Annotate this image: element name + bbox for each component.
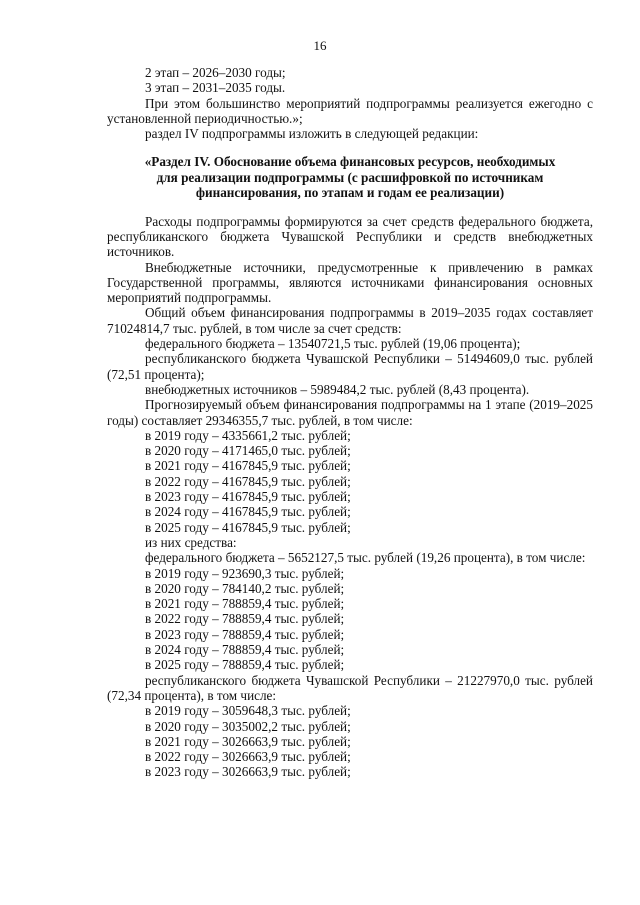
year-line: в 2019 году – 3059648,3 тыс. рублей; xyxy=(145,703,351,719)
stage-line: 2 этап – 2026–2030 годы; xyxy=(145,65,286,80)
paragraph-extrabudget: Внебюджетные источники, предусмотренные к привлечению в рамках Государственной программы, являются источниками финансирования основных мероприятий подпрограммы. xyxy=(107,259,593,306)
year-line: в 2025 году – 788859,4 тыс. рублей; xyxy=(145,657,345,673)
republic-stage1: республиканского бюджета Чувашской Республики – 21227970,0 тыс. рублей (72,34 процента), в том числе: xyxy=(107,672,593,703)
paragraph-stage1: Прогнозируемый объем финансирования подпрограммы на 1 этапе (2019–2025 годы) составляет 29346355,7 тыс. рублей, в том числе: xyxy=(107,397,593,428)
total-extrabudget: внебюджетных источников – 5989484,2 тыс. рублей (8,43 процента). xyxy=(145,381,530,397)
section-heading-line: для реализации подпрограммы (с расшифровкой по источникам xyxy=(156,169,544,185)
note-paragraph: При этом большинство мероприятий подпрограммы реализуется ежегодно с установленной периодичностью.»; xyxy=(107,95,593,126)
year-line: в 2023 году – 3026663,9 тыс. рублей; xyxy=(145,764,351,780)
total-federal: федерального бюджета – 13540721,5 тыс. рублей (19,06 процента); xyxy=(145,336,521,352)
instruction-paragraph: раздел IV подпрограммы изложить в следующей редакции: xyxy=(145,126,479,142)
year-line: в 2020 году – 4171465,0 тыс. рублей; xyxy=(145,443,351,459)
year-line: в 2024 году – 788859,4 тыс. рублей; xyxy=(145,642,345,658)
year-line: в 2022 году – 788859,4 тыс. рублей; xyxy=(145,611,345,627)
year-line: в 2021 году – 788859,4 тыс. рублей; xyxy=(145,596,345,612)
of-them-label: из них средства: xyxy=(145,534,237,550)
paragraph-total: Общий объем финансирования подпрограммы в 2019–2035 годах составляет 71024814,7 тыс. рублей, в том числе за счет средств: xyxy=(107,305,593,336)
year-line: в 2024 году – 4167845,9 тыс. рублей; xyxy=(145,504,351,520)
year-line: в 2023 году – 788859,4 тыс. рублей; xyxy=(145,626,345,642)
year-line: в 2023 году – 4167845,9 тыс. рублей; xyxy=(145,489,351,505)
year-line: в 2025 году – 4167845,9 тыс. рублей; xyxy=(145,519,351,535)
year-line: в 2021 году – 3026663,9 тыс. рублей; xyxy=(145,733,351,749)
stage-line: 3 этап – 2031–2035 годы. xyxy=(145,80,286,96)
total-republic: республиканского бюджета Чувашской Республики – 51494609,0 тыс. рублей (72,51 процента); xyxy=(107,351,593,382)
year-line: в 2019 году – 923690,3 тыс. рублей; xyxy=(145,565,345,581)
page-number: 16 xyxy=(313,38,327,53)
year-line: в 2022 году – 3026663,9 тыс. рублей; xyxy=(145,749,351,765)
year-line: в 2019 году – 4335661,2 тыс. рублей; xyxy=(145,427,351,443)
document-body xyxy=(107,65,593,780)
year-line: в 2020 году – 784140,2 тыс. рублей; xyxy=(145,580,345,596)
section-heading-line: финансирования, по этапам и годам ее реализации) xyxy=(195,185,505,201)
section-heading xyxy=(107,154,593,200)
year-line: в 2021 году – 4167845,9 тыс. рублей; xyxy=(145,458,351,474)
federal-stage1: федерального бюджета – 5652127,5 тыс. рублей (19,26 процента), в том числе: xyxy=(145,550,586,566)
year-line: в 2022 году – 4167845,9 тыс. рублей; xyxy=(145,473,351,489)
section-heading-line: «Раздел IV. Обоснование объема финансовых ресурсов, необходимых xyxy=(144,154,556,170)
year-line: в 2020 году – 3035002,2 тыс. рублей; xyxy=(145,718,351,734)
paragraph-sources: Расходы подпрограммы формируются за счет средств федерального бюджета, республиканского бюджета Чувашской Республики и средств внебюджетных источников. xyxy=(107,213,593,260)
